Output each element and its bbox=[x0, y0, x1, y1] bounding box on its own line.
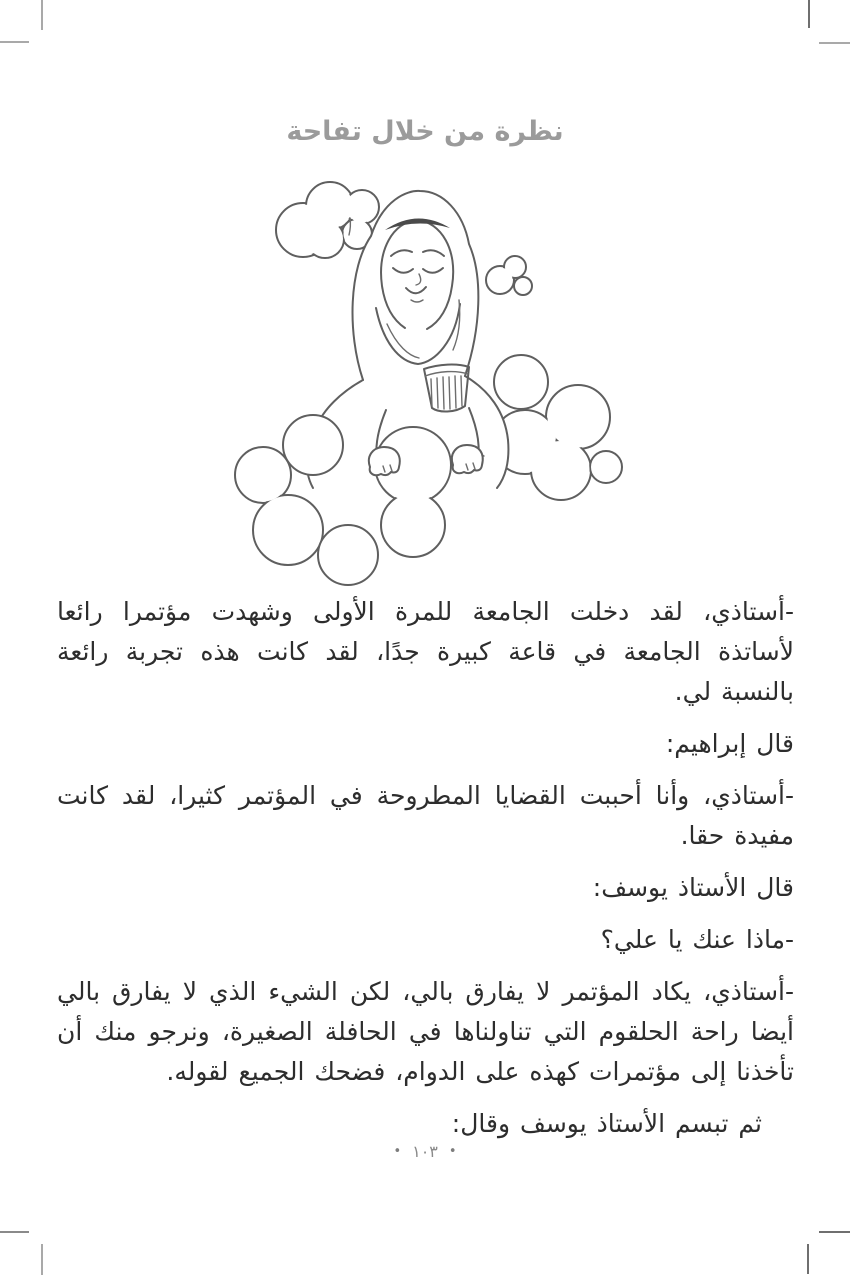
crop-mark-top-left-vertical bbox=[41, 0, 43, 30]
crop-mark-bottom-left-vertical bbox=[41, 1244, 43, 1275]
crop-mark-bottom-right-horizontal bbox=[819, 1231, 850, 1233]
chapter-title: نظرة من خلال تفاحة bbox=[286, 116, 564, 147]
crop-mark-top-left-horizontal bbox=[0, 41, 29, 43]
crop-mark-bottom-left-horizontal bbox=[0, 1231, 29, 1233]
paragraph-narration-2: قال الأستاذ يوسف: bbox=[592, 873, 794, 902]
footer-bullet-icon: • bbox=[448, 1144, 457, 1159]
paragraph-dialogue-2: -أستاذي، وأنا أحببت القضايا المطروحة في المؤتمر كثيرا، لقد كانت مفيدة حقا. bbox=[57, 781, 794, 850]
cloud-top-left-icon bbox=[276, 182, 379, 258]
crop-mark-top-right-horizontal bbox=[819, 42, 850, 44]
paragraph-dialogue-1: -أستاذي، لقد دخلت الجامعة للمرة الأولى وشهدت مؤتمرا رائعا لأساتذة الجامعة في قاعة كبيرة جدًا، لقد كانت هذه تجربة رائعة بالنسبة لي. bbox=[57, 597, 794, 706]
crop-mark-bottom-right-vertical bbox=[807, 1244, 809, 1274]
cloud-small-right-icon bbox=[486, 256, 532, 295]
cloud-bottom-right-icon bbox=[493, 355, 622, 500]
body-text bbox=[57, 592, 794, 1156]
crop-mark-top-right-vertical bbox=[808, 0, 810, 28]
paragraph-narration-1: قال إبراهيم: bbox=[665, 729, 794, 758]
illustration-hijab-girl-on-clouds bbox=[213, 170, 643, 595]
paragraph-dialogue-3: -ماذا عنك يا علي؟ bbox=[600, 925, 794, 954]
page-number: ١٠٣ bbox=[412, 1142, 438, 1161]
paragraph-narration-3: ثم تبسم الأستاذ يوسف وقال: bbox=[451, 1109, 762, 1138]
footer-bullet-icon: • bbox=[393, 1144, 402, 1159]
page-number-footer bbox=[0, 1142, 850, 1161]
paragraph-dialogue-4: -أستاذي، يكاد المؤتمر لا يفارق بالي، لكن الشيء الذي لا يفارق بالي أيضا راحة الحلقوم التي تناولناها في الحافلة الصغيرة، ونرجو منك أن تأخذنا إلى مؤتمرات كهذه على الدوام، فضحك الجميع لقوله. bbox=[57, 977, 794, 1086]
